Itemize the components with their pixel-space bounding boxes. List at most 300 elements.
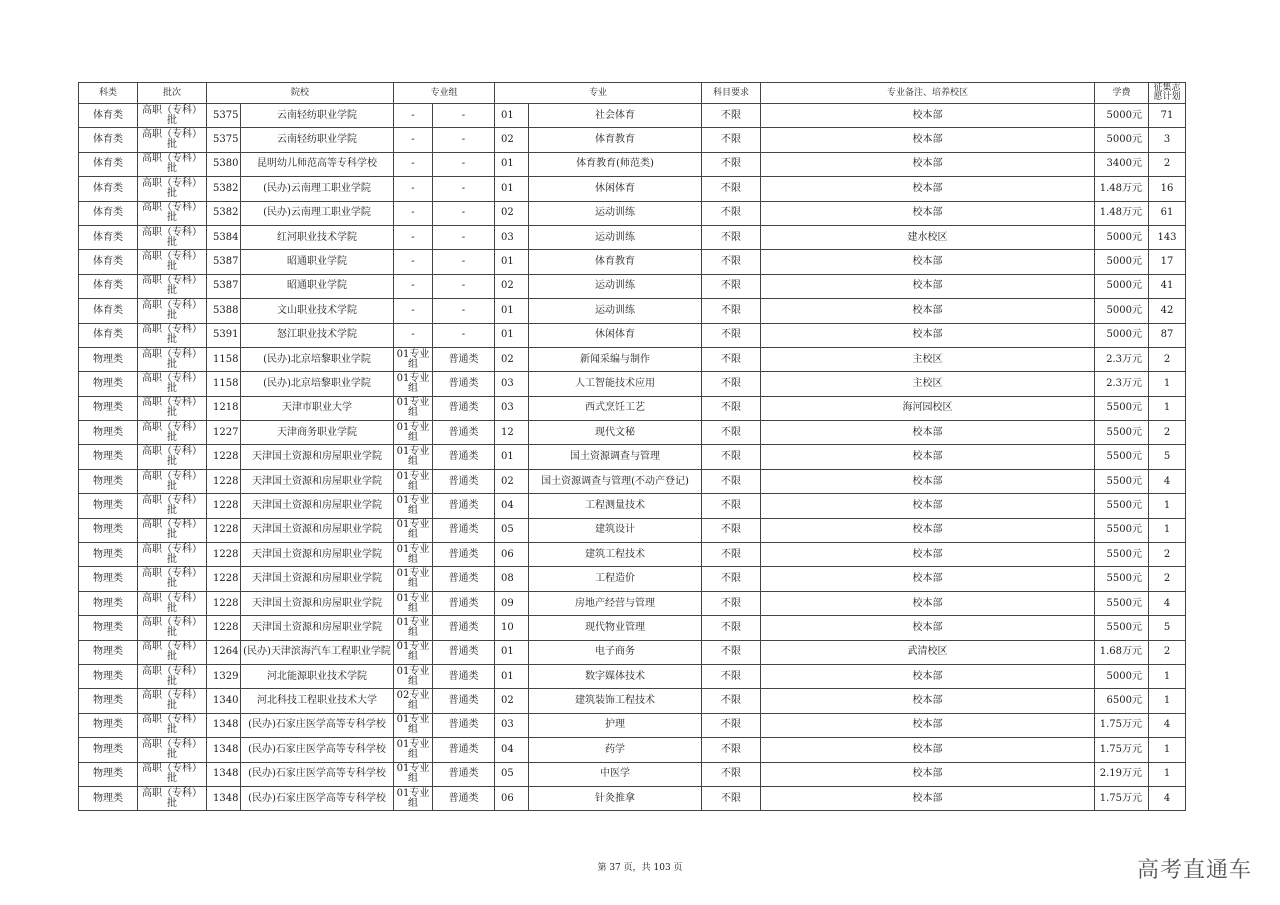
table-row (79, 250, 1186, 274)
cell-group-line1: 01专业 (396, 446, 430, 458)
cell-plan: 2 (1149, 152, 1186, 176)
cell-major-code: 02 (495, 469, 529, 493)
cell-fee: 5500元 (1095, 543, 1149, 567)
cell-group-line2: 组 (408, 748, 418, 760)
cell-subject-req: 不限 (702, 713, 761, 737)
cell-batch-line1: 高职（专科） (142, 787, 202, 799)
cell-group (394, 762, 433, 786)
cell-subject-req: 不限 (702, 201, 761, 225)
cell-group-line1: - (411, 304, 415, 316)
cell-remark: 校本部 (761, 494, 1095, 518)
header-batch: 批次 (138, 83, 207, 104)
cell-group (394, 738, 433, 762)
cell-plan: 143 (1149, 225, 1186, 249)
cell-batch-line2: 批 (167, 187, 177, 199)
cell-group (394, 421, 433, 445)
cell-batch-line1: 高职（专科） (142, 299, 202, 311)
cell-school-code: 5382 (207, 177, 241, 201)
cell-plan: 4 (1149, 591, 1186, 615)
cell-group-line1: 01专业 (396, 714, 430, 726)
cell-group-line2: 组 (408, 504, 418, 516)
cell-school: 天津国土资源和房屋职业学院 (241, 567, 394, 591)
cell-school: 天津国土资源和房屋职业学院 (241, 591, 394, 615)
cell-category: 体育类 (79, 250, 138, 274)
cell-batch-line2: 批 (167, 773, 177, 785)
cell-group (394, 225, 433, 249)
cell-plan: 5 (1149, 445, 1186, 469)
cell-remark: 校本部 (761, 664, 1095, 688)
cell-subject-req: 不限 (702, 421, 761, 445)
cell-school: 红河职业技术学院 (241, 225, 394, 249)
cell-batch-line1: 高职（专科） (142, 763, 202, 775)
cell-subject-req: 不限 (702, 396, 761, 420)
cell-remark: 校本部 (761, 543, 1095, 567)
cell-group-line1: 01专业 (396, 763, 430, 775)
cell-batch-line2: 批 (167, 553, 177, 565)
cell-group (394, 543, 433, 567)
cell-group-line2: 组 (408, 626, 418, 638)
cell-fee: 5000元 (1095, 323, 1149, 347)
cell-major-code: 01 (495, 664, 529, 688)
cell-school-code: 1348 (207, 738, 241, 762)
cell-group (394, 689, 433, 713)
cell-group (394, 372, 433, 396)
cell-batch-line2: 批 (167, 309, 177, 321)
cell-batch (138, 274, 207, 298)
cell-major: 国土资源调查与管理(不动产登记) (529, 469, 702, 493)
cell-batch-line1: 高职（专科） (142, 348, 202, 360)
cell-major: 电子商务 (529, 640, 702, 664)
table-row (79, 152, 1186, 176)
cell-group-line2: 组 (408, 358, 418, 370)
cell-group-line1: 01专业 (396, 665, 430, 677)
header-school: 院校 (207, 83, 394, 104)
cell-school-code: 5380 (207, 152, 241, 176)
cell-group (394, 323, 433, 347)
cell-group-line2: 组 (408, 456, 418, 468)
cell-group-type: 普通类 (433, 347, 495, 371)
cell-group-line1: 01专业 (396, 592, 430, 604)
cell-major: 中医学 (529, 762, 702, 786)
cell-school-code: 1227 (207, 421, 241, 445)
cell-fee: 1.48万元 (1095, 177, 1149, 201)
cell-group-type: 普通类 (433, 738, 495, 762)
cell-group-line1: - (411, 158, 415, 170)
cell-group (394, 445, 433, 469)
cell-category: 物理类 (79, 567, 138, 591)
cell-batch-line1: 高职（专科） (142, 104, 202, 116)
table-row (79, 616, 1186, 640)
cell-subject-req: 不限 (702, 152, 761, 176)
cell-group-type: 普通类 (433, 494, 495, 518)
cell-plan: 1 (1149, 738, 1186, 762)
cell-school: 天津国土资源和房屋职业学院 (241, 445, 394, 469)
cell-major-code: 01 (495, 250, 529, 274)
cell-fee: 2.3万元 (1095, 347, 1149, 371)
cell-major: 建筑设计 (529, 518, 702, 542)
cell-category: 物理类 (79, 738, 138, 762)
cell-group-line1: - (411, 231, 415, 243)
cell-batch (138, 299, 207, 323)
cell-school: 云南轻纺职业学院 (241, 128, 394, 152)
cell-fee: 5500元 (1095, 445, 1149, 469)
cell-school: (民办)天津滨海汽车工程职业学院 (241, 640, 394, 664)
cell-batch (138, 421, 207, 445)
cell-major: 建筑装饰工程技术 (529, 689, 702, 713)
cell-category: 物理类 (79, 640, 138, 664)
cell-remark: 校本部 (761, 104, 1095, 128)
cell-category: 物理类 (79, 396, 138, 420)
table-row (79, 372, 1186, 396)
cell-subject-req: 不限 (702, 616, 761, 640)
cell-major-code: 01 (495, 299, 529, 323)
cell-major: 体育教育(师范类) (529, 152, 702, 176)
table-row (79, 225, 1186, 249)
cell-major-code: 05 (495, 762, 529, 786)
cell-group-type: 普通类 (433, 689, 495, 713)
cell-plan: 87 (1149, 323, 1186, 347)
cell-group-type: - (433, 104, 495, 128)
cell-remark: 校本部 (761, 591, 1095, 615)
cell-school: 天津市职业大学 (241, 396, 394, 420)
cell-category: 物理类 (79, 445, 138, 469)
cell-batch (138, 494, 207, 518)
cell-school: 天津国土资源和房屋职业学院 (241, 469, 394, 493)
cell-group (394, 494, 433, 518)
cell-batch-line2: 批 (167, 529, 177, 541)
cell-school-code: 1228 (207, 518, 241, 542)
cell-group-type: - (433, 250, 495, 274)
page-number: 第 37 页，共 103 页 (597, 863, 683, 873)
cell-batch-line2: 批 (167, 651, 177, 663)
cell-school: 天津国土资源和房屋职业学院 (241, 518, 394, 542)
cell-category: 体育类 (79, 201, 138, 225)
cell-group (394, 640, 433, 664)
cell-group-line2: 组 (408, 553, 418, 565)
cell-fee: 1.75万元 (1095, 786, 1149, 810)
header-group: 专业组 (394, 83, 495, 104)
cell-plan: 42 (1149, 299, 1186, 323)
cell-school-code: 1218 (207, 396, 241, 420)
cell-school: (民办)北京培黎职业学院 (241, 372, 394, 396)
cell-major-code: 09 (495, 591, 529, 615)
cell-subject-req: 不限 (702, 591, 761, 615)
cell-batch (138, 201, 207, 225)
cell-batch (138, 567, 207, 591)
table-row (79, 591, 1186, 615)
cell-group-type: 普通类 (433, 372, 495, 396)
table-row (79, 128, 1186, 152)
cell-fee: 5500元 (1095, 591, 1149, 615)
table-row (79, 299, 1186, 323)
cell-subject-req: 不限 (702, 762, 761, 786)
cell-group-line1: 01专业 (396, 616, 430, 628)
cell-category: 物理类 (79, 762, 138, 786)
cell-major: 数字媒体技术 (529, 664, 702, 688)
cell-fee: 2.19万元 (1095, 762, 1149, 786)
cell-batch (138, 786, 207, 810)
cell-school: 昆明幼儿师范高等专科学校 (241, 152, 394, 176)
cell-batch (138, 323, 207, 347)
cell-group-type: - (433, 225, 495, 249)
table-row (79, 494, 1186, 518)
cell-group-line1: 01专业 (396, 397, 430, 409)
cell-remark: 校本部 (761, 762, 1095, 786)
cell-group-line1: - (411, 207, 415, 219)
cell-batch-line2: 批 (167, 431, 177, 443)
header-plan (1149, 83, 1186, 104)
cell-subject-req: 不限 (702, 640, 761, 664)
header-major: 专业 (495, 83, 702, 104)
cell-group-type: - (433, 323, 495, 347)
cell-school: (民办)石家庄医学高等专科学校 (241, 762, 394, 786)
cell-batch-line1: 高职（专科） (142, 153, 202, 165)
cell-major: 运动训练 (529, 201, 702, 225)
cell-subject-req: 不限 (702, 372, 761, 396)
cell-group (394, 591, 433, 615)
cell-school-code: 5387 (207, 250, 241, 274)
cell-major-code: 10 (495, 616, 529, 640)
cell-group-type: - (433, 274, 495, 298)
cell-major: 休闲体育 (529, 323, 702, 347)
cell-plan: 1 (1149, 396, 1186, 420)
cell-major: 人工智能技术应用 (529, 372, 702, 396)
cell-plan: 2 (1149, 347, 1186, 371)
cell-category: 物理类 (79, 518, 138, 542)
cell-category: 体育类 (79, 177, 138, 201)
cell-major: 工程造价 (529, 567, 702, 591)
cell-group (394, 128, 433, 152)
cell-plan: 2 (1149, 567, 1186, 591)
cell-school-code: 5387 (207, 274, 241, 298)
cell-batch (138, 177, 207, 201)
cell-fee: 5000元 (1095, 250, 1149, 274)
cell-batch-line1: 高职（专科） (142, 226, 202, 238)
cell-school-code: 1329 (207, 664, 241, 688)
cell-major: 国土资源调查与管理 (529, 445, 702, 469)
cell-category: 体育类 (79, 104, 138, 128)
header-remarks: 专业备注、培养校区 (761, 83, 1095, 104)
cell-school: (民办)云南理工职业学院 (241, 177, 394, 201)
cell-subject-req: 不限 (702, 543, 761, 567)
cell-batch (138, 616, 207, 640)
cell-batch-line1: 高职（专科） (142, 397, 202, 409)
cell-remark: 校本部 (761, 689, 1095, 713)
table-row (79, 543, 1186, 567)
table-row (79, 201, 1186, 225)
cell-group (394, 518, 433, 542)
cell-batch (138, 225, 207, 249)
table-row (79, 786, 1186, 810)
cell-subject-req: 不限 (702, 738, 761, 762)
cell-category: 物理类 (79, 591, 138, 615)
cell-batch-line1: 高职（专科） (142, 665, 202, 677)
table-row (79, 445, 1186, 469)
cell-batch-line1: 高职（专科） (142, 177, 202, 189)
cell-batch-line1: 高职（专科） (142, 324, 202, 336)
table-row (79, 762, 1186, 786)
cell-major-code: 02 (495, 128, 529, 152)
cell-batch-line2: 批 (167, 504, 177, 516)
cell-school-code: 1158 (207, 347, 241, 371)
cell-category: 物理类 (79, 543, 138, 567)
cell-school-code: 1228 (207, 616, 241, 640)
cell-batch-line1: 高职（专科） (142, 714, 202, 726)
cell-school: 天津国土资源和房屋职业学院 (241, 616, 394, 640)
cell-batch-line1: 高职（专科） (142, 202, 202, 214)
cell-group (394, 201, 433, 225)
cell-remark: 建水校区 (761, 225, 1095, 249)
cell-remark: 校本部 (761, 201, 1095, 225)
table-row (79, 421, 1186, 445)
cell-remark: 校本部 (761, 323, 1095, 347)
cell-school-code: 1228 (207, 469, 241, 493)
cell-group (394, 616, 433, 640)
cell-group-line1: - (411, 329, 415, 341)
cell-major-code: 05 (495, 518, 529, 542)
cell-category: 物理类 (79, 469, 138, 493)
cell-school: (民办)石家庄医学高等专科学校 (241, 738, 394, 762)
cell-batch-line2: 批 (167, 626, 177, 638)
cell-plan: 17 (1149, 250, 1186, 274)
table-row (79, 323, 1186, 347)
cell-subject-req: 不限 (702, 518, 761, 542)
cell-fee: 5500元 (1095, 396, 1149, 420)
table-row (79, 469, 1186, 493)
cell-batch (138, 640, 207, 664)
cell-school-code: 5384 (207, 225, 241, 249)
cell-batch-line1: 高职（专科） (142, 494, 202, 506)
cell-batch (138, 152, 207, 176)
cell-plan: 2 (1149, 640, 1186, 664)
cell-batch (138, 128, 207, 152)
cell-school: (民办)石家庄医学高等专科学校 (241, 713, 394, 737)
cell-group-line1: - (411, 134, 415, 146)
cell-batch-line1: 高职（专科） (142, 519, 202, 531)
cell-school: 河北能源职业技术学院 (241, 664, 394, 688)
cell-major-code: 06 (495, 543, 529, 567)
cell-school-code: 5382 (207, 201, 241, 225)
cell-group-line2: 组 (408, 651, 418, 663)
cell-batch (138, 347, 207, 371)
cell-group-line1: - (411, 109, 415, 121)
cell-school-code: 1228 (207, 494, 241, 518)
cell-group-line1: 01专业 (396, 568, 430, 580)
cell-group-type: 普通类 (433, 786, 495, 810)
cell-plan: 1 (1149, 689, 1186, 713)
cell-school-code: 1348 (207, 762, 241, 786)
cell-fee: 5500元 (1095, 616, 1149, 640)
cell-batch-line1: 高职（专科） (142, 275, 202, 287)
cell-subject-req: 不限 (702, 469, 761, 493)
cell-major-code: 02 (495, 201, 529, 225)
cell-batch-line2: 批 (167, 456, 177, 468)
cell-school-code: 5375 (207, 128, 241, 152)
cell-batch-line2: 批 (167, 358, 177, 370)
cell-batch (138, 372, 207, 396)
cell-group-line1: 01专业 (396, 641, 430, 653)
cell-school-code: 1348 (207, 786, 241, 810)
cell-school-code: 1228 (207, 543, 241, 567)
cell-major: 体育教育 (529, 250, 702, 274)
cell-group-line1: 01专业 (396, 543, 430, 555)
cell-batch-line1: 高职（专科） (142, 421, 202, 433)
cell-major: 药学 (529, 738, 702, 762)
cell-batch-line1: 高职（专科） (142, 129, 202, 141)
cell-remark: 校本部 (761, 738, 1095, 762)
cell-category: 物理类 (79, 494, 138, 518)
cell-remark: 校本部 (761, 177, 1095, 201)
table-row (79, 664, 1186, 688)
cell-group-line2: 组 (408, 602, 418, 614)
cell-plan: 1 (1149, 518, 1186, 542)
cell-major-code: 12 (495, 421, 529, 445)
cell-remark: 校本部 (761, 713, 1095, 737)
cell-batch (138, 104, 207, 128)
cell-batch-line2: 批 (167, 285, 177, 297)
cell-group (394, 104, 433, 128)
cell-school-code: 1228 (207, 445, 241, 469)
cell-batch (138, 664, 207, 688)
watermark-logo-text: 高考直通车 (1136, 858, 1252, 883)
cell-major: 休闲体育 (529, 177, 702, 201)
cell-major-code: 02 (495, 347, 529, 371)
cell-plan: 41 (1149, 274, 1186, 298)
cell-subject-req: 不限 (702, 274, 761, 298)
cell-batch-line2: 批 (167, 382, 177, 394)
cell-group-type: 普通类 (433, 421, 495, 445)
cell-group-line1: 02专业 (396, 690, 430, 702)
cell-major-code: 04 (495, 738, 529, 762)
cell-major-code: 01 (495, 640, 529, 664)
cell-subject-req: 不限 (702, 494, 761, 518)
cell-fee: 5000元 (1095, 104, 1149, 128)
cell-plan: 3 (1149, 128, 1186, 152)
cell-major-code: 01 (495, 177, 529, 201)
cell-fee: 3400元 (1095, 152, 1149, 176)
cell-plan: 2 (1149, 421, 1186, 445)
cell-remark: 主校区 (761, 372, 1095, 396)
cell-group-line1: - (411, 280, 415, 292)
cell-plan: 71 (1149, 104, 1186, 128)
cell-batch (138, 762, 207, 786)
cell-school-code: 5391 (207, 323, 241, 347)
cell-batch-line2: 批 (167, 212, 177, 224)
table-row (79, 274, 1186, 298)
cell-major: 运动训练 (529, 274, 702, 298)
cell-remark: 校本部 (761, 567, 1095, 591)
admission-plan-table (78, 82, 1186, 811)
cell-category: 物理类 (79, 786, 138, 810)
cell-school: 天津国土资源和房屋职业学院 (241, 494, 394, 518)
cell-group (394, 274, 433, 298)
header-plan-line1: 征集志 (1153, 83, 1181, 93)
cell-subject-req: 不限 (702, 347, 761, 371)
cell-batch-line1: 高职（专科） (142, 372, 202, 384)
cell-group-type: - (433, 128, 495, 152)
table-row (79, 104, 1186, 128)
cell-fee: 1.75万元 (1095, 738, 1149, 762)
cell-major: 社会体育 (529, 104, 702, 128)
cell-fee: 5000元 (1095, 274, 1149, 298)
cell-group-type: 普通类 (433, 616, 495, 640)
table-row (79, 396, 1186, 420)
cell-group-line1: 01专业 (396, 787, 430, 799)
cell-subject-req: 不限 (702, 786, 761, 810)
cell-group-type: 普通类 (433, 713, 495, 737)
cell-batch-line1: 高职（专科） (142, 543, 202, 555)
cell-group-type: 普通类 (433, 591, 495, 615)
